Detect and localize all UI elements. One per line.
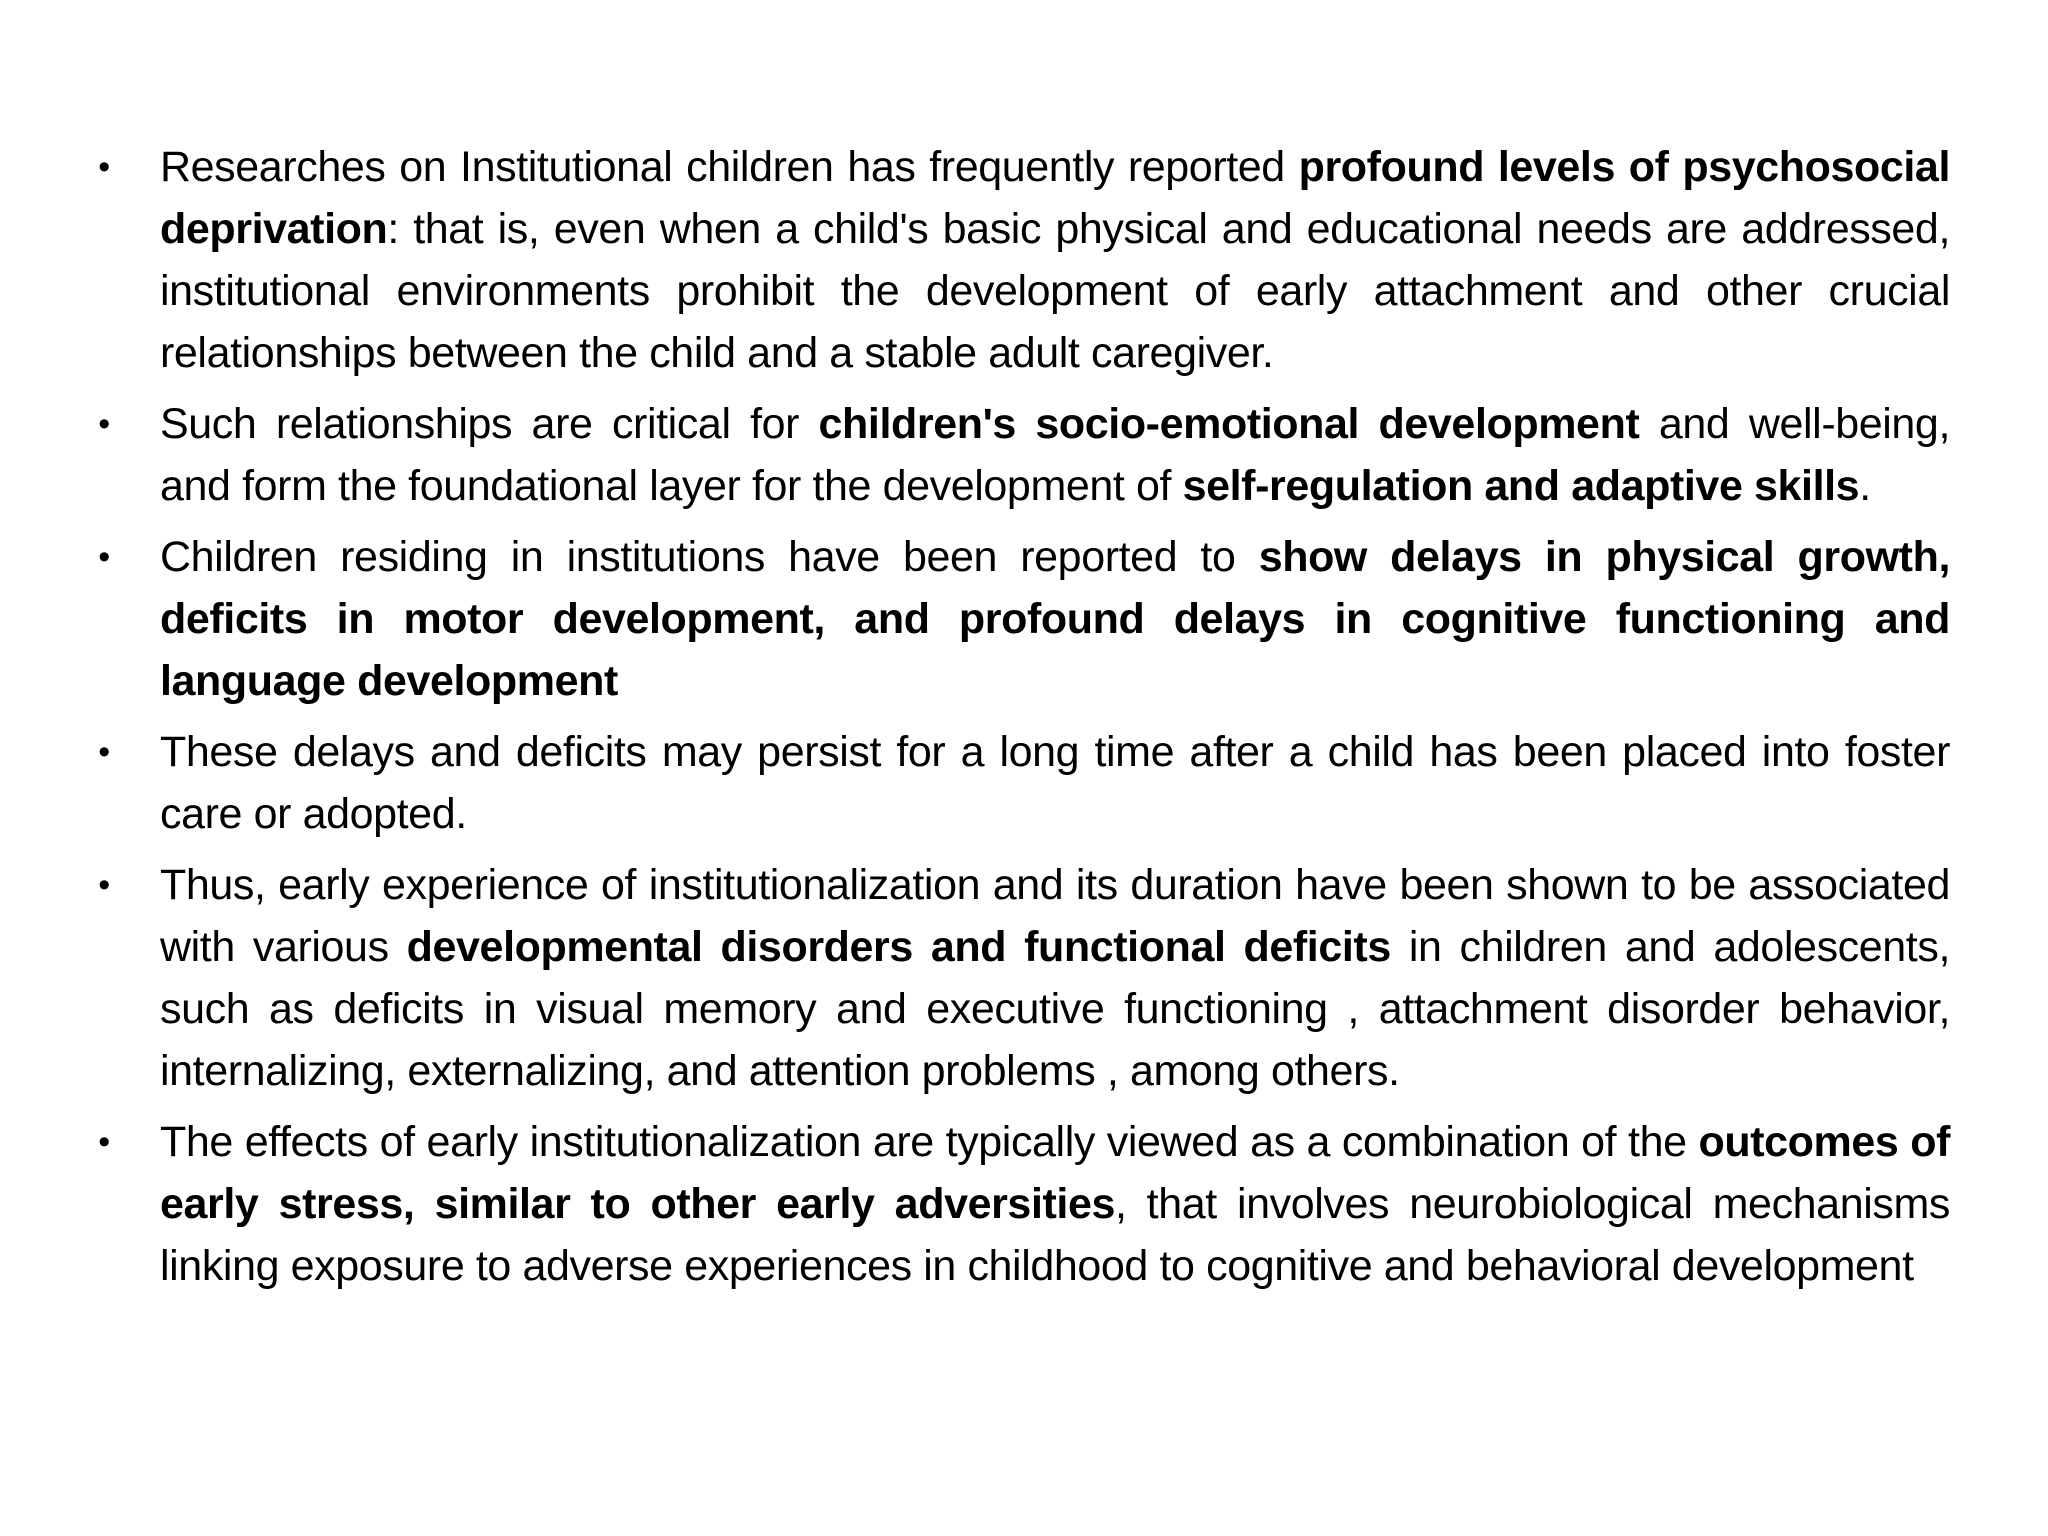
bold-text-segment: developmental disorders and functional deficits xyxy=(406,923,1391,971)
bullet-dot-icon: • xyxy=(98,148,110,186)
bullet-item-1 xyxy=(90,136,1950,384)
bullet-text xyxy=(160,143,1950,377)
bold-text-segment: profound levels of psychosocial deprivation xyxy=(160,143,1950,253)
text-segment: in children and adolescents, such as deficits in visual memory and executive functioning , attachment disorder behavior, internalizing, externalizing, and attention problems , among others. xyxy=(160,923,1950,1095)
bullet-list xyxy=(90,136,1950,1306)
bullet-item-2 xyxy=(90,393,1950,517)
text-segment: Thus, early experience of institutionalization and its duration have been shown to be associated with various xyxy=(160,861,1950,971)
text-segment: Researches on Institutional children has frequently reported xyxy=(160,143,1299,191)
bullet-text xyxy=(160,861,1950,1095)
text-segment: The effects of early institutionalization are typically viewed as a combination of the xyxy=(160,1118,1699,1166)
bullet-item-4 xyxy=(90,721,1950,845)
text-segment: . xyxy=(1859,462,1871,510)
text-segment: and well-being, and form the foundational layer for the development of xyxy=(160,400,1950,510)
text-segment: , that involves neurobiological mechanisms linking exposure to adverse experiences in childhood to cognitive and behavioral development xyxy=(160,1180,1950,1290)
text-segment: These delays and deficits may persist for a long time after a child has been placed into foster care or adopted. xyxy=(160,728,1950,838)
bold-text-segment: self-regulation and adaptive skills xyxy=(1182,462,1860,510)
bullet-dot-icon: • xyxy=(98,733,110,771)
bold-text-segment: children's socio-emotional development xyxy=(818,400,1640,448)
bullet-text xyxy=(160,1118,1950,1290)
bullet-item-6 xyxy=(90,1111,1950,1297)
text-segment: Such relationships are critical for xyxy=(160,400,819,448)
bullet-dot-icon: • xyxy=(98,866,110,904)
bullet-text xyxy=(160,533,1950,705)
text-segment: : that is, even when a child's basic physical and educational needs are addressed, institutional environments prohibit the development of early attachment and other crucial relationships between the child and a stable adult caregiver. xyxy=(160,205,1950,377)
bullet-dot-icon: • xyxy=(98,538,110,576)
bullet-item-3 xyxy=(90,526,1950,712)
bold-text-segment: show delays in physical growth, deficits in motor development, and profound delays in cognitive functioning and language development xyxy=(160,533,1950,705)
bold-text-segment: outcomes of early stress, similar to other early adversities xyxy=(160,1118,1950,1228)
text-segment: Children residing in institutions have been reported to xyxy=(160,533,1259,581)
bullet-dot-icon: • xyxy=(98,1123,110,1161)
bullet-text xyxy=(160,728,1950,838)
bullet-text xyxy=(160,400,1950,510)
bullet-dot-icon: • xyxy=(98,405,110,443)
bullet-item-5 xyxy=(90,854,1950,1102)
